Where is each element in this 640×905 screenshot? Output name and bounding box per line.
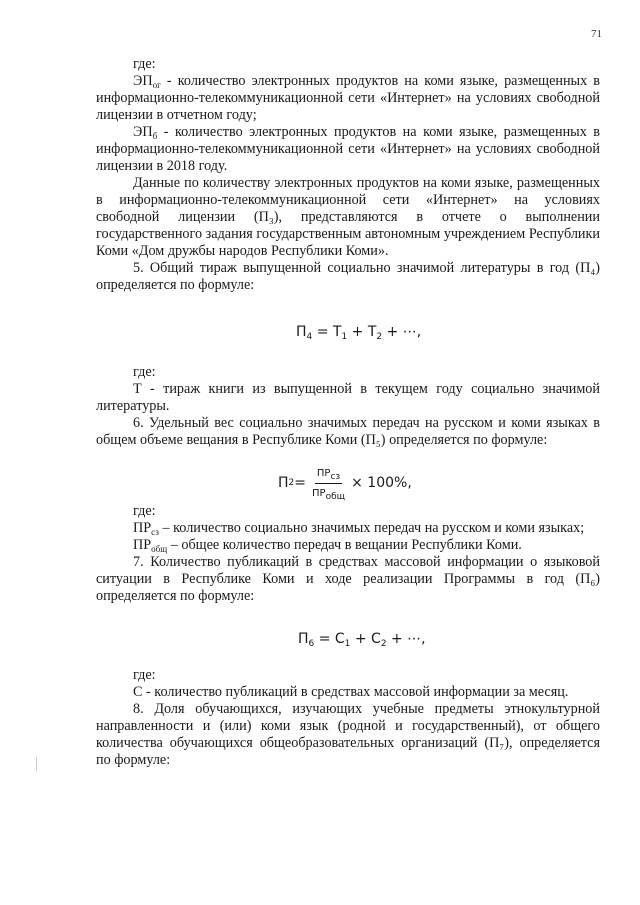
item-5: 5. Общий тираж выпущенной социально значимой литературы в год (П₄) определяется по формуле: [96,260,600,293]
document-body [96,56,600,769]
formula-p2-fraction: П 2 = $\frac{ПР_{сз}}{ПР_{общ}}$ × 100%, [278,463,600,503]
definition-pr-sz: $ПР_{сз}$ – количество социально значимых передач на русском и коми языках; [133,520,585,537]
definition-ep-b: $ЭП_б$ - количество электронных продуктов на коми языке, размещенных в информационно-телекоммуникационной сети «Интернет» на условиях свободной лицензии в 2018 году. [96,124,600,174]
formula-p6: $П_6 = С_1 + С_2$ + ⋯, [298,631,426,649]
where-label: где: [133,364,156,380]
item-7: 7. Количество публикаций в средствах массовой информации о языковой ситуации в Республике Коми и ходе реализации Программы в год (П₆) определяется по формуле: [96,554,600,604]
where-label: где: [133,56,156,72]
formula-p4: $П_4 = Т_1 + Т_2$ + ⋯, [296,324,422,342]
scan-mark [36,757,37,771]
data-paragraph: Данные по количеству электронных продуктов на коми языке, размещенных в информационно-телекоммуникационной сети «Интернет» на условиях свободной лицензии (П₃), представляются в отчете о выполнении государственного задания государственным автономным учреждением Республики Коми «Дом дружбы народов Республики Коми». [96,175,600,259]
item-8: 8. Доля обучающихся, изучающих учебные предметы этнокультурной направленности и (или) коми язык (родной и государственный), от общего количества обучающихся общеобразовательных организаций (П₇), определяется по формуле: [96,701,600,768]
definition-c: С - количество публикаций в средствах массовой информации за месяц. [133,684,569,700]
fraction: $\frac{ПР_{сз}}{ПР_{общ}}$ [310,465,347,502]
page-number: 71 [591,28,602,40]
where-label: где: [133,667,156,683]
where-label: где: [133,503,156,519]
definition-pr-obsh: $ПР_{общ}$ – общее количество передач в вещании Республики Коми. [133,537,522,554]
definition-t: Т - тираж книги из выпущенной в текущем году социально значимой литературы. [96,381,600,414]
definition-ep-og: $ЭП_{ог}$ - количество электронных продуктов на коми языке, размещенных в информационно-телекоммуникационной сети «Интернет» на условиях свободной лицензии в отчетном году; [96,73,600,123]
item-6: 6. Удельный вес социально значимых передач на русском и коми языках в общем объеме вещания в Республике Коми (П₅) определяется по формуле: [96,415,600,448]
